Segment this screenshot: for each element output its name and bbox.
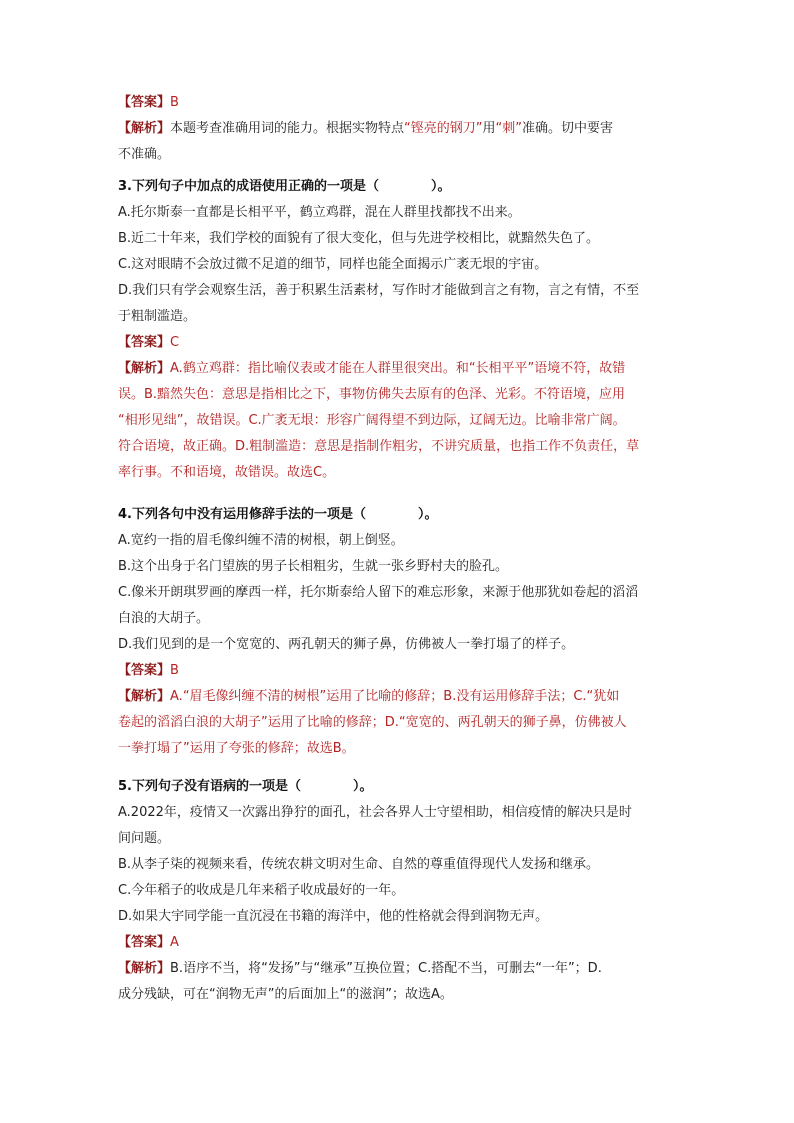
answer-tag: 【答案】: [118, 95, 171, 110]
option-c: C.像米开朗琪罗画的摩西一样，托尔斯泰给人留下的难忘形象，来源于他那犹如卷起的滔滔: [118, 585, 639, 600]
q3-section: [118, 174, 678, 486]
analysis-quote: “刺”: [495, 121, 523, 136]
option-a-cont: 间问题。: [118, 831, 171, 846]
answer-tag: 【答案】: [118, 935, 171, 950]
q5-section: [118, 774, 678, 1008]
q3-analysis-line-2: 误。B.黯然失色：意思是指相比之下，事物仿佛失去原有的色泽、光彩。不符语境，应用: [118, 387, 626, 402]
option-c: C.这对眼睛不会放过微不足道的细节，同样也能全面揭示广袤无垠的宇宙。: [118, 257, 548, 272]
analysis-text: B.语序不当，将“发扬”与“继承”互换位置；C.搭配不当，可删去“一年”；D.: [170, 961, 602, 976]
question-stem: 3.下列句子中加点的成语使用正确的一项是（ ）。: [118, 179, 451, 194]
q3-analysis-line-1: [118, 356, 678, 382]
analysis-text: 本题考查准确用词的能力。根据实物特点: [170, 121, 405, 136]
analysis-text: 准确。切中要害: [522, 121, 614, 136]
option-a: A.宽约一指的眉毛像纠缠不清的树根，朝上倒竖。: [118, 533, 404, 548]
q2-analysis-line-1: [118, 116, 678, 142]
q5-answer-line: [118, 930, 678, 956]
analysis-tag: 【解析】: [118, 121, 171, 136]
q5-analysis-line-2: 成分残缺，可在“润物无声”的后面加上“的滋润”；故选A。: [118, 987, 453, 1002]
option-a: A.托尔斯泰一直都是长相平平，鹤立鸡群，混在人群里找都找不出来。: [118, 205, 521, 220]
analysis-text: A.鹤立鸡群：指比喻仪表或才能在人群里很突出。和“长相平平”语境不符，故错: [170, 361, 626, 376]
option-d-cont: 于粗制滥造。: [118, 309, 197, 324]
answer-value: B: [170, 95, 179, 110]
q4-section: [118, 502, 678, 762]
q5-analysis-line-1: [118, 956, 678, 982]
analysis-quote: “铿亮的钢刀”: [404, 121, 483, 136]
option-d: D.我们见到的是一个宽宽的、两孔朝天的狮子鼻，仿佛被人一拳打塌了的样子。: [118, 637, 575, 652]
option-b: B.这个出身于名门望族的男子长相粗劣，生就一张乡野村夫的脸孔。: [118, 559, 509, 574]
q4-analysis-line-3: 一拳打塌了”运用了夸张的修辞；故选B。: [118, 741, 355, 756]
q3-answer-line: [118, 330, 678, 356]
question-stem: 4.下列各句中没有运用修辞手法的一项是（ ）。: [118, 507, 438, 522]
q2-section: [118, 90, 678, 168]
q2-answer-line: [118, 90, 678, 116]
analysis-tag: 【解析】: [118, 961, 171, 976]
option-d: D.我们只有学会观察生活，善于积累生活素材，写作时才能做到言之有物，言之有情，不至: [118, 283, 640, 298]
option-c-cont: 白浪的大胡子。: [118, 611, 210, 626]
question-stem: 5.下列句子没有语病的一项是（ ）。: [118, 779, 373, 794]
option-a: A.2022年，疫情又一次露出狰狞的面孔，社会各界人士守望相助，相信疫情的解决只是时: [118, 805, 632, 820]
option-d: D.如果大宇同学能一直沉浸在书籍的海洋中，他的性格就会得到润物无声。: [118, 909, 549, 924]
option-c: C.今年稻子的收成是几年来稻子收成最好的一年。: [118, 883, 405, 898]
q4-analysis-line-1: [118, 684, 678, 710]
answer-tag: 【答案】: [118, 663, 171, 678]
analysis-tag: 【解析】: [118, 361, 171, 376]
q3-analysis-line-5: 率行事。不和语境，故错误。故选C。: [118, 465, 336, 480]
option-b: B.从李子柒的视频来看，传统农耕文明对生命、自然的尊重值得现代人发扬和继承。: [118, 857, 600, 872]
answer-value: B: [170, 663, 179, 678]
option-b: B.近二十年来，我们学校的面貌有了很大变化，但与先进学校相比，就黯然失色了。: [118, 231, 600, 246]
answer-value: A: [170, 935, 179, 950]
analysis-tag: 【解析】: [118, 689, 171, 704]
answer-tag: 【答案】: [118, 335, 171, 350]
analysis-text: A.“眉毛像纠缠不清的树根”运用了比喻的修辞；B.没有运用修辞手法；C.“犹如: [170, 689, 620, 704]
analysis-text: 用: [482, 121, 496, 136]
q4-answer-line: [118, 658, 678, 684]
q3-analysis-line-3: “相形见绌”，故错误。C.广袤无垠：形容广阔得望不到边际，辽阔无边。比喻非常广阔。: [118, 413, 626, 428]
q4-analysis-line-2: 卷起的滔滔白浪的大胡子”运用了比喻的修辞；D.“宽宽的、两孔朝天的狮子鼻，仿佛被人: [118, 715, 627, 730]
q2-analysis-line-2: 不准确。: [118, 147, 171, 162]
q3-analysis-line-4: 符合语境，故正确。D.粗制滥造：意思是指制作粗劣，不讲究质量，也指工作不负责任，草: [118, 439, 640, 454]
answer-value: C: [170, 335, 180, 350]
